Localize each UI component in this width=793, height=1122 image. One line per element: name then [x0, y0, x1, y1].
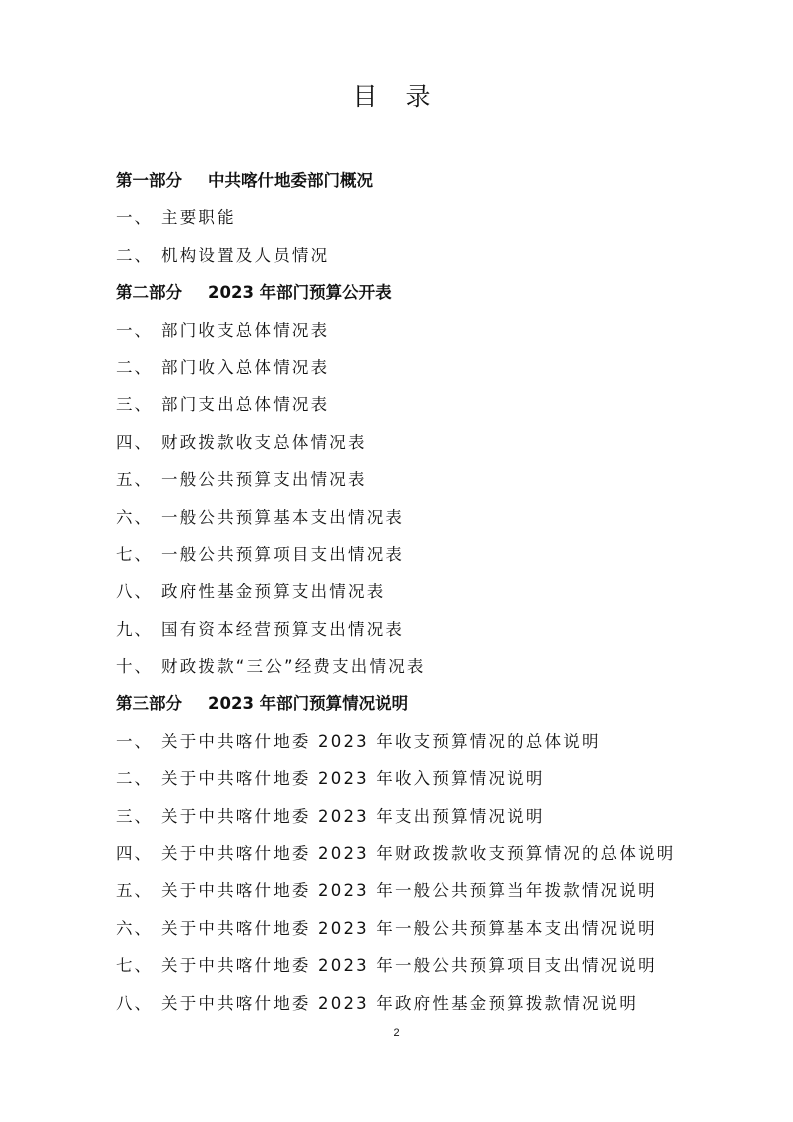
toc-item — [116, 199, 716, 236]
item-number: 八、 — [116, 582, 153, 602]
toc-item — [116, 985, 716, 1022]
toc-item — [116, 536, 716, 573]
item-text: 财政拨款“三公”经费支出情况表 — [161, 657, 426, 677]
toc-item — [116, 237, 716, 274]
item-number: 一、 — [116, 320, 153, 340]
toc-item — [116, 798, 716, 835]
part-number: 第三部分 — [116, 694, 182, 714]
item-text: 主要职能 — [161, 208, 236, 228]
toc-item — [116, 424, 716, 461]
toc-item — [116, 648, 716, 685]
part-number: 第二部分 — [116, 283, 182, 303]
page-number: 2 — [393, 1027, 400, 1039]
item-number: 一、 — [116, 208, 153, 228]
part-title: 2023 年部门预算情况说明 — [208, 694, 409, 714]
toc-item — [116, 910, 716, 947]
item-number: 五、 — [116, 881, 153, 901]
item-number: 七、 — [116, 956, 153, 976]
toc-item — [116, 723, 716, 760]
item-text: 部门收入总体情况表 — [161, 357, 330, 377]
item-number: 十、 — [116, 657, 153, 677]
item-number: 三、 — [116, 395, 153, 415]
item-text: 政府性基金预算支出情况表 — [161, 582, 386, 602]
item-number: 四、 — [116, 432, 153, 452]
item-text: 关于中共喀什地委 2023 年政府性基金预算拨款情况说明 — [161, 993, 639, 1013]
part-number: 第一部分 — [116, 171, 182, 190]
item-number: 六、 — [116, 507, 153, 527]
toc-item — [116, 386, 716, 423]
toc-item — [116, 835, 716, 872]
item-text: 一般公共预算项目支出情况表 — [161, 544, 405, 564]
toc-item — [116, 611, 716, 648]
item-number: 一、 — [116, 731, 153, 751]
toc-item — [116, 461, 716, 498]
item-number: 六、 — [116, 918, 153, 938]
item-text: 部门收支总体情况表 — [161, 320, 330, 340]
toc-item — [116, 349, 716, 386]
item-text: 关于中共喀什地委 2023 年一般公共预算项目支出情况说明 — [161, 956, 657, 976]
toc-item — [116, 573, 716, 610]
toc-item — [116, 499, 716, 536]
toc-item — [116, 760, 716, 797]
item-number: 二、 — [116, 769, 153, 789]
part-title: 中共喀什地委部门概况 — [208, 171, 373, 190]
item-number: 四、 — [116, 844, 153, 864]
item-text: 关于中共喀什地委 2023 年财政拨款收支预算情况的总体说明 — [161, 844, 676, 864]
item-text: 一般公共预算支出情况表 — [161, 470, 367, 490]
item-text: 部门支出总体情况表 — [161, 395, 330, 415]
item-number: 九、 — [116, 619, 153, 639]
item-text: 关于中共喀什地委 2023 年收入预算情况说明 — [161, 769, 545, 789]
item-number: 二、 — [116, 357, 153, 377]
item-number: 二、 — [116, 245, 153, 265]
item-text: 关于中共喀什地委 2023 年支出预算情况说明 — [161, 806, 545, 826]
toc-item — [116, 312, 716, 349]
item-text: 财政拨款收支总体情况表 — [161, 432, 367, 452]
item-number: 三、 — [116, 806, 153, 826]
toc-part-heading — [116, 685, 716, 722]
toc-part-heading — [116, 274, 716, 311]
page-title: 目 录 — [352, 82, 441, 111]
table-of-contents — [116, 162, 716, 1022]
item-text: 关于中共喀什地委 2023 年一般公共预算基本支出情况说明 — [161, 918, 657, 938]
toc-part-heading — [116, 162, 716, 199]
toc-item — [116, 872, 716, 909]
item-text: 国有资本经营预算支出情况表 — [161, 619, 405, 639]
toc-item — [116, 947, 716, 984]
part-title: 2023 年部门预算公开表 — [208, 283, 392, 303]
item-text: 关于中共喀什地委 2023 年一般公共预算当年拨款情况说明 — [161, 881, 657, 901]
item-text: 关于中共喀什地委 2023 年收支预算情况的总体说明 — [161, 731, 601, 751]
item-text: 机构设置及人员情况 — [161, 245, 330, 265]
item-number: 五、 — [116, 470, 153, 490]
item-number: 七、 — [116, 544, 153, 564]
item-number: 八、 — [116, 993, 153, 1013]
item-text: 一般公共预算基本支出情况表 — [161, 507, 405, 527]
